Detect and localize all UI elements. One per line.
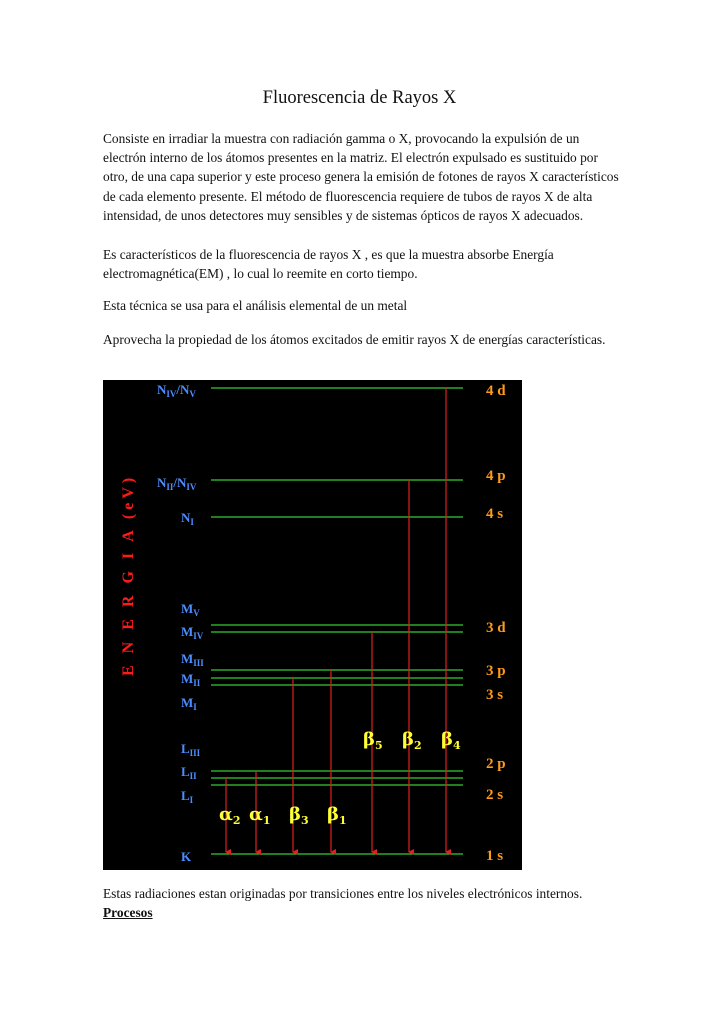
energy-axis-label: E N E R G I A (eV)	[120, 473, 137, 676]
level-label: $N_{II}/N_{IV}$	[157, 475, 197, 492]
orbital-label: 4 p	[486, 468, 506, 484]
level-label: $N_{IV}/N_V$	[157, 382, 196, 399]
level-label: $M_V$	[181, 601, 200, 618]
level-label: $L_{II}$	[181, 764, 197, 781]
orbital-label: 3 s	[486, 687, 504, 703]
level-label: $L_{III}$	[181, 741, 201, 758]
energy-level-diagram	[103, 380, 522, 870]
orbital-label: 2 s	[486, 787, 504, 803]
orbital-label: 4 s	[486, 506, 504, 522]
caption-text: Estas radiaciones estan originadas por transiciones entre los niveles electrónicos internos.	[103, 886, 583, 901]
transition-label: $\alpha_2$	[219, 804, 241, 827]
level-label: K	[181, 849, 192, 864]
paragraph-intro: Consiste en irradiar la muestra con radiación gamma o X, provocando la expulsión de un electrón interno de los átomos presentes en la matriz. El electrón expulsado es sustituido por otro, de una capa superior y este proceso genera la emisión de fotones de rayos X característicos de cada elemento presente. El método de fluorescencia requiere de tubos de rayos X de alta intensidad, de unos detectores muy sensibles y de sistemas ópticos de rayos X adecuados.	[103, 131, 619, 223]
section-heading: Procesos	[103, 905, 153, 920]
paragraph-characteristics: Es característicos de la fluorescencia de rayos X , es que la muestra absorbe Energía electromagnética(EM) , lo cual lo reemite en corto tiempo.	[103, 247, 554, 282]
level-label: $M_{II}$	[181, 671, 201, 688]
transition-label: $\beta_2$	[402, 729, 422, 752]
paragraph-property: Aprovecha la propiedad de los átomos excitados de emitir rayos X de energías características.	[103, 332, 606, 347]
page-title: Fluorescencia de Rayos X	[262, 88, 457, 108]
level-label: $N_I$	[181, 510, 194, 527]
transition-label: $\beta_4$	[441, 729, 461, 752]
orbital-label: 1 s	[486, 848, 504, 864]
orbital-label: 3 p	[486, 663, 506, 679]
level-label: $M_{IV}$	[181, 624, 204, 641]
paragraph-usage: Esta técnica se usa para el análisis elemental de un metal	[103, 298, 408, 313]
orbital-label: 4 d	[486, 383, 506, 399]
transition-label: $\alpha_1$	[249, 804, 271, 827]
transition-label: $\beta_1$	[327, 804, 347, 827]
level-label: $M_{III}$	[181, 651, 204, 668]
transition-label: $\beta_3$	[289, 804, 309, 827]
level-label: $L_I$	[181, 788, 194, 805]
orbital-label: 3 d	[486, 620, 506, 636]
orbital-label: 2 p	[486, 756, 506, 772]
transition-label: $\beta_5$	[363, 729, 383, 752]
energy-level-diagram-svg	[103, 380, 522, 870]
level-label: $M_I$	[181, 695, 197, 712]
